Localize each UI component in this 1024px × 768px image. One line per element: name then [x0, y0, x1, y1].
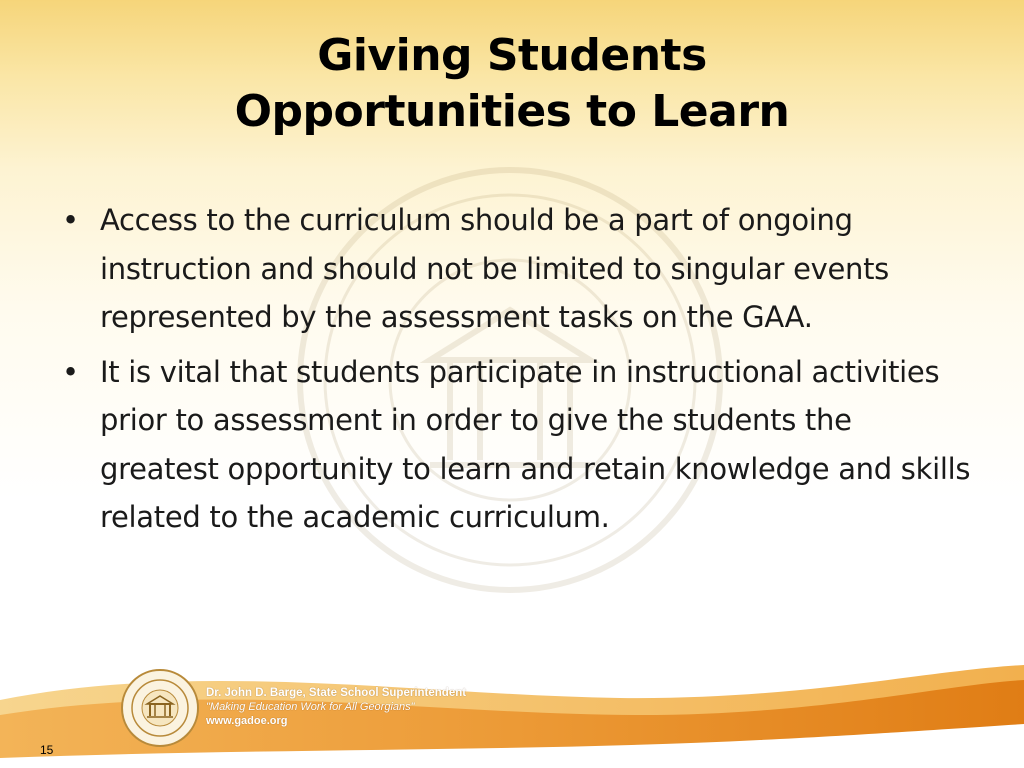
bullet-text: It is vital that students participate in instructional activities prior to assessment in order to give the students the greatest opportunity to learn and retain knowledge and skills related to the academic curriculum.	[100, 354, 971, 534]
bullet-icon: •	[62, 354, 79, 389]
footer-motto: "Making Education Work for All Georgians"	[206, 701, 415, 713]
department-of-education-seal-icon	[120, 668, 200, 748]
slide-title	[0, 28, 1024, 140]
bullet-item	[58, 196, 978, 342]
bullet-list	[58, 196, 978, 548]
footer-website-link[interactable]: www.gadoe.org	[206, 715, 288, 727]
slide-number: 15	[40, 743, 54, 757]
bullet-text: Access to the curriculum should be a part of ongoing instruction and should not be limited to singular events represented by the assessment tasks on the GAA.	[100, 203, 889, 334]
bullet-icon: •	[62, 203, 79, 237]
title-line-2: Opportunities to Learn	[234, 86, 790, 137]
footer-superintendent: Dr. John D. Barge, State School Superintendent	[206, 687, 467, 699]
title-line-1: Giving Students	[317, 30, 707, 81]
bullet-item	[58, 348, 978, 542]
footer-text	[206, 686, 466, 728]
